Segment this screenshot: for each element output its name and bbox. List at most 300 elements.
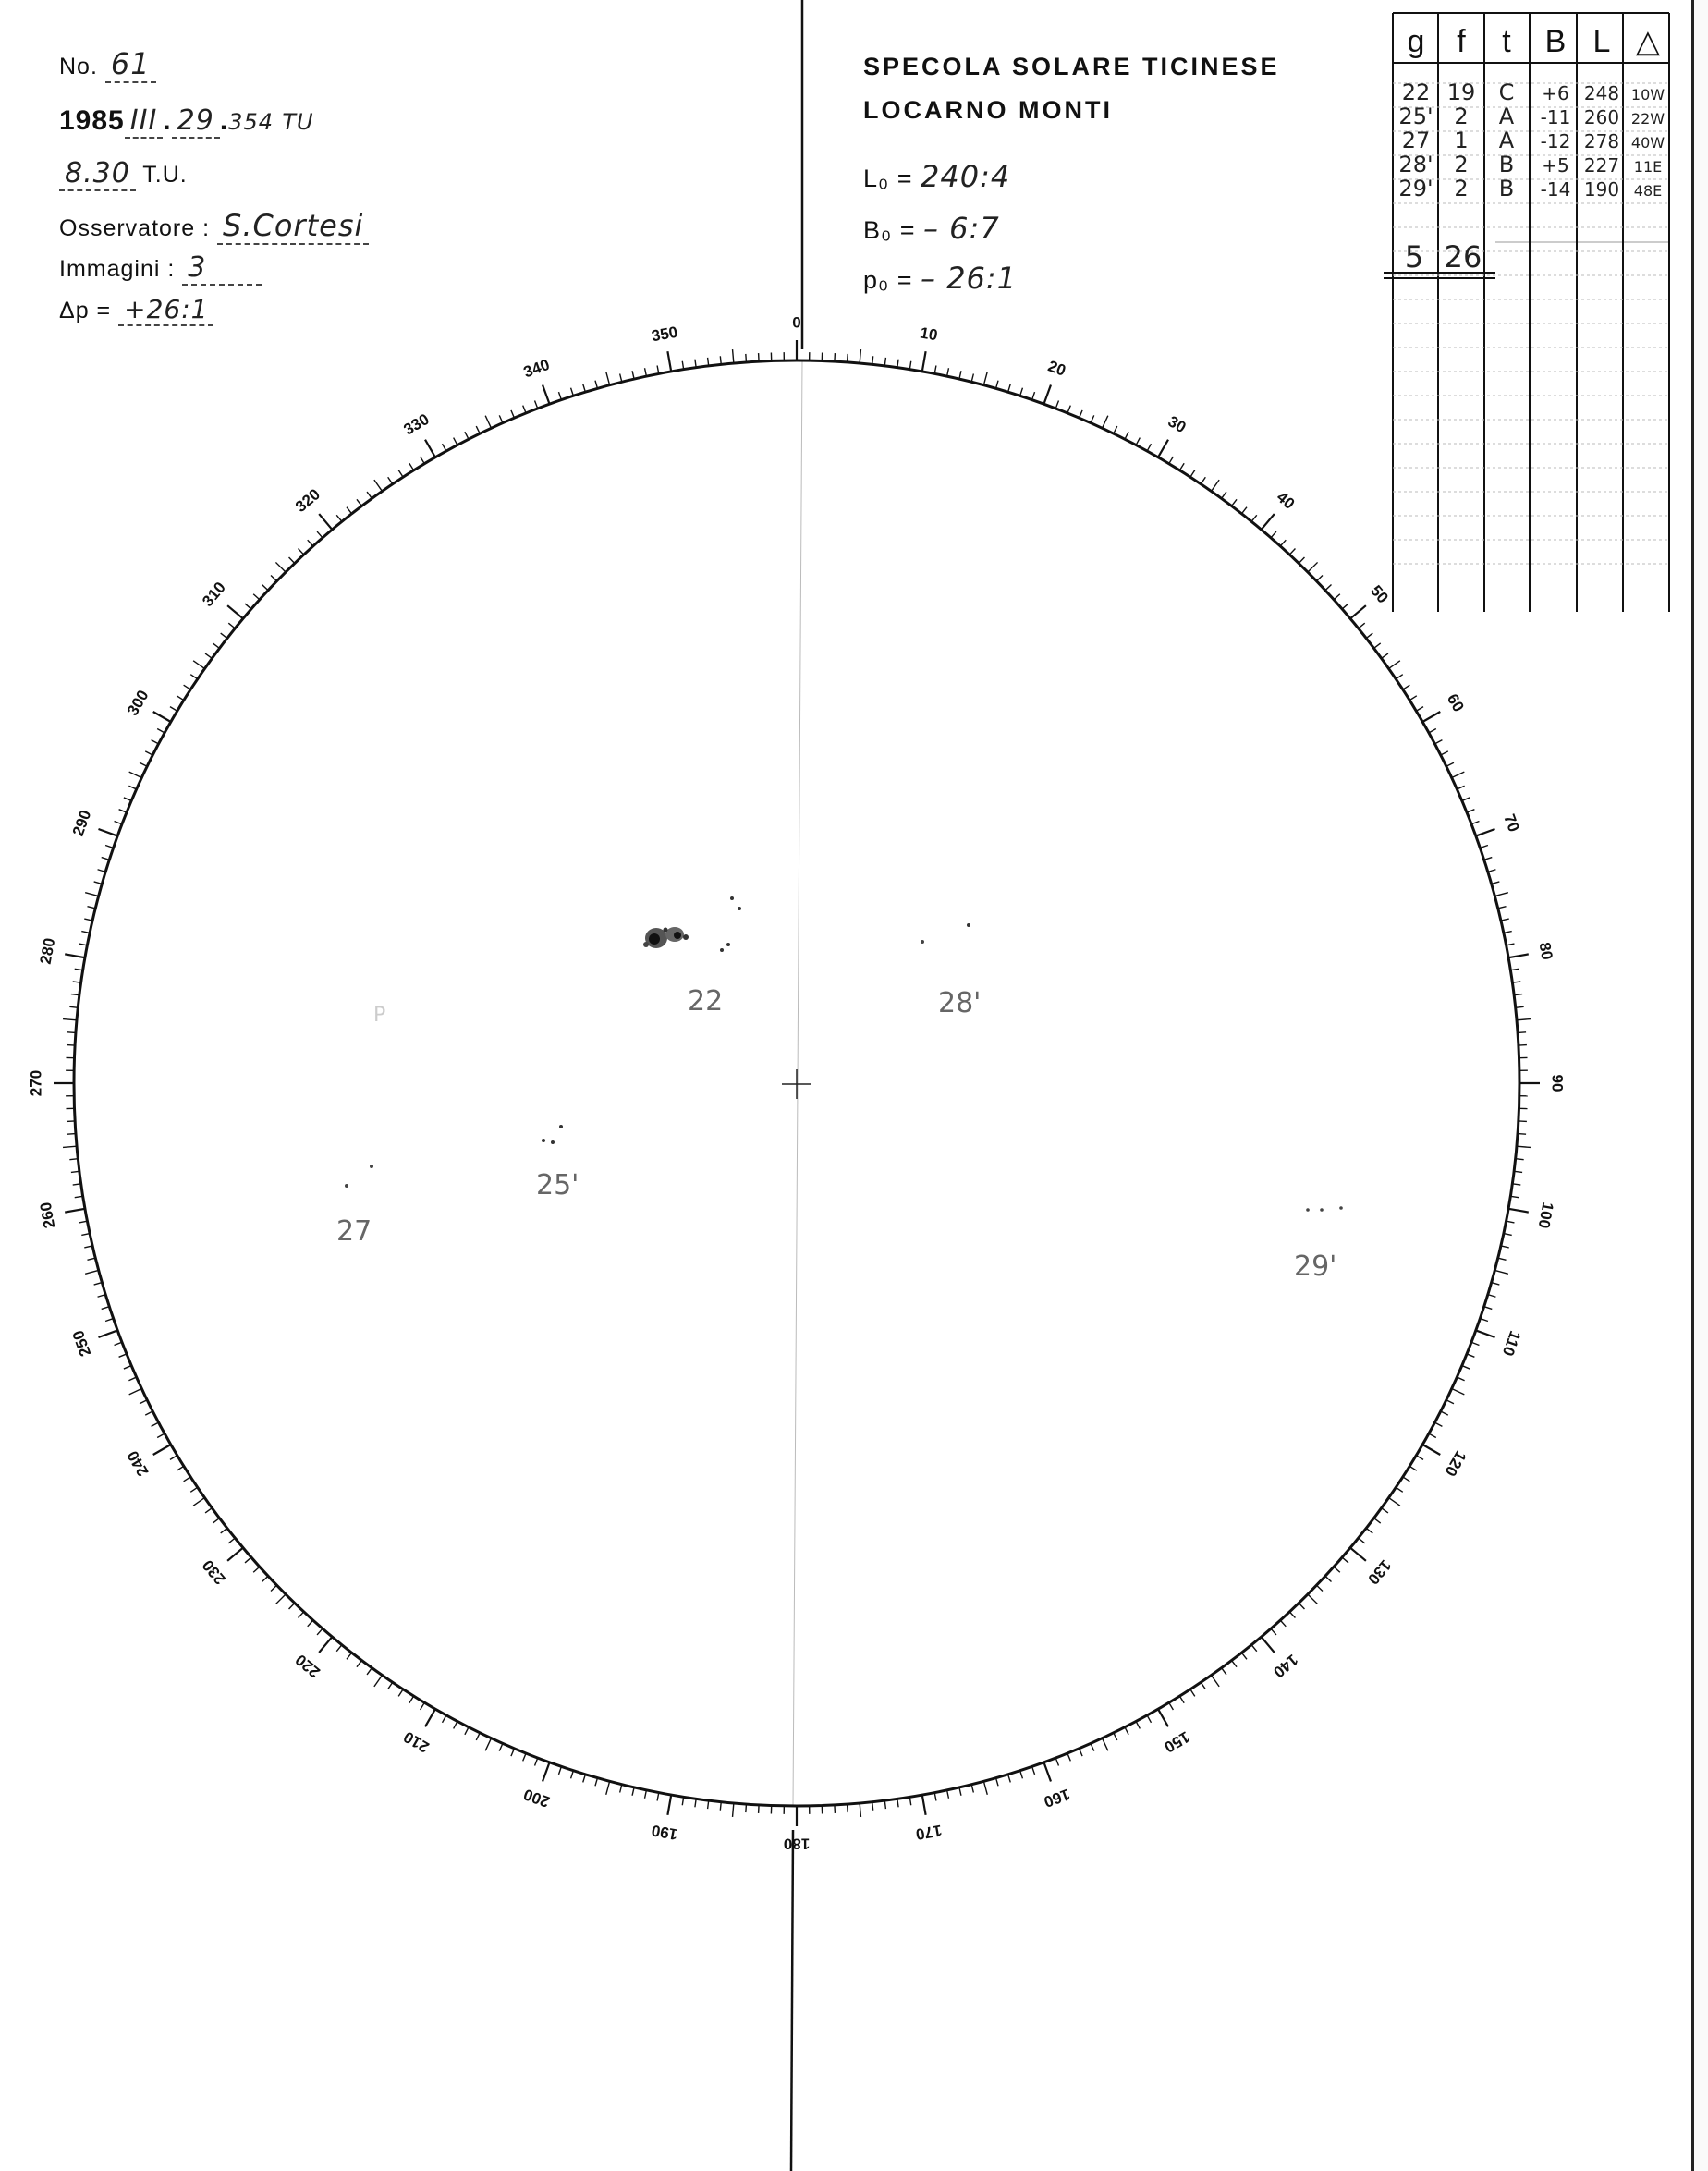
scale-tick	[1484, 1307, 1493, 1310]
scale-tick	[1389, 1498, 1400, 1506]
scale-tick	[289, 557, 295, 563]
scale-tick	[245, 1557, 251, 1563]
date-month: III	[125, 104, 164, 139]
scale-label-330: 330	[400, 409, 433, 439]
scale-tick	[119, 810, 127, 812]
scale-tick	[275, 1594, 286, 1604]
scale-tick	[947, 1790, 949, 1799]
scale-tick	[1498, 1258, 1507, 1260]
scale-tick	[465, 1727, 469, 1735]
scale-tick	[69, 1159, 78, 1160]
scale-tick	[511, 410, 515, 418]
scale-tick	[872, 1802, 873, 1811]
scale-tick	[105, 1319, 114, 1322]
scale-tick	[1179, 463, 1184, 470]
scale-label-190: 190	[650, 1821, 679, 1844]
observatory-location: LOCARNO MONTI	[863, 96, 1113, 124]
group-label-29: 29'	[1294, 1250, 1337, 1283]
scale-tick	[228, 623, 235, 628]
scale-tick	[632, 371, 634, 379]
scale-tick	[398, 1689, 403, 1697]
scale-label-100: 100	[1534, 1201, 1557, 1230]
scale-tick	[1325, 1576, 1332, 1581]
scale-tick	[720, 1802, 721, 1811]
scale-tick	[145, 751, 152, 755]
scale-tick	[1232, 1661, 1237, 1667]
spot	[738, 907, 741, 910]
spot	[1339, 1206, 1343, 1210]
scale-tick	[443, 1715, 446, 1723]
record-number-value: 61	[105, 46, 156, 83]
scale-tick	[367, 492, 372, 498]
scale-tick	[1317, 576, 1323, 581]
scale-tick	[872, 356, 873, 364]
table-cell: 2	[1454, 176, 1469, 201]
scale-tick	[308, 540, 313, 546]
spot	[664, 928, 668, 933]
scale-tick	[1068, 406, 1070, 413]
scale-tick	[1091, 415, 1094, 422]
scale-tick	[190, 675, 197, 679]
scale-tick	[75, 1196, 83, 1197]
scale-tick	[1422, 1445, 1440, 1455]
scale-tick	[87, 1258, 95, 1260]
scale-tick	[79, 944, 88, 945]
scale-tick	[1201, 1682, 1205, 1689]
scale-tick	[1508, 954, 1529, 957]
scale-tick	[1222, 1668, 1226, 1675]
scale-tick	[1008, 1775, 1011, 1783]
scale-tick	[1476, 1330, 1495, 1337]
scale-tick	[1488, 1295, 1496, 1298]
scale-tick	[425, 440, 435, 457]
scale-tick	[1507, 1221, 1515, 1223]
observer-label: Osservatore :	[59, 215, 211, 241]
table-cell: 25'	[1398, 104, 1434, 129]
scale-tick	[129, 1388, 142, 1394]
scale-tick	[409, 1696, 414, 1703]
scale-tick	[221, 633, 227, 639]
scale-tick	[1008, 384, 1011, 393]
table-header-f: f	[1457, 24, 1466, 59]
scale-tick	[922, 351, 926, 372]
scale-tick	[1366, 1528, 1372, 1533]
table-cell: -11	[1540, 106, 1571, 128]
scale-tick	[1280, 1620, 1286, 1627]
table-total-spots: 26	[1444, 239, 1482, 274]
table-cell: 40W	[1630, 134, 1665, 152]
scale-tick	[319, 514, 332, 530]
scale-label-30: 30	[1165, 412, 1190, 437]
scale-tick	[87, 907, 95, 909]
scale-tick	[1441, 1411, 1448, 1415]
scale-tick	[347, 507, 352, 514]
scale-tick	[1480, 1319, 1488, 1322]
scale-tick	[1409, 696, 1417, 701]
scale-tick	[124, 798, 131, 801]
scale-tick	[1136, 1721, 1140, 1728]
spot	[683, 934, 689, 940]
scale-label-200: 200	[520, 1785, 553, 1811]
scale-tick	[128, 786, 136, 789]
scale-tick	[1043, 1762, 1051, 1782]
spot	[551, 1140, 555, 1144]
scale-tick	[336, 515, 342, 521]
table-cell: -12	[1540, 130, 1571, 152]
scale-tick	[102, 1307, 110, 1310]
scale-tick	[583, 1775, 586, 1783]
table-header-g: g	[1407, 24, 1425, 59]
scale-tick	[1147, 444, 1151, 451]
sunspot-group-28	[921, 923, 970, 944]
table-cell: 29'	[1398, 176, 1434, 201]
scale-label-210: 210	[400, 1727, 433, 1757]
scale-tick	[1494, 1270, 1507, 1274]
scale-tick	[1262, 1637, 1275, 1653]
scale-tick	[193, 1498, 204, 1506]
date-year: 1985	[59, 105, 125, 136]
scale-tick	[645, 368, 647, 376]
scale-tick	[476, 426, 480, 433]
l0-value: 240:4	[921, 159, 1011, 194]
scale-tick	[1350, 605, 1366, 618]
scale-tick	[465, 432, 469, 439]
scale-tick	[317, 531, 323, 538]
scale-tick	[511, 1749, 515, 1756]
scale-label-300: 300	[123, 687, 152, 719]
scale-tick	[65, 954, 85, 957]
table-cell: 22	[1401, 79, 1431, 105]
scale-tick	[221, 1528, 227, 1533]
table-cell: +6	[1542, 82, 1569, 104]
scale-tick	[1510, 1196, 1519, 1197]
scale-tick	[1179, 1696, 1184, 1703]
group-label-25: 25'	[536, 1169, 580, 1201]
scale-tick	[595, 381, 597, 389]
scale-tick	[170, 1456, 177, 1460]
faint-pencil-mark: P	[373, 1004, 386, 1027]
scale-tick	[213, 643, 219, 648]
scale-tick	[129, 772, 142, 777]
images-value: 3	[182, 251, 262, 286]
scale-tick	[1102, 416, 1107, 429]
scale-tick	[1280, 540, 1286, 546]
scale-tick	[543, 1762, 550, 1782]
scale-tick	[79, 1221, 88, 1223]
scale-tick	[1510, 969, 1519, 970]
spot	[1306, 1208, 1310, 1212]
scale-tick	[245, 604, 251, 609]
scale-tick	[934, 1793, 936, 1801]
scale-label-230: 230	[199, 1556, 229, 1588]
group-label-28: 28'	[938, 987, 982, 1019]
scale-label-340: 340	[520, 355, 553, 382]
table-cell: C	[1498, 79, 1515, 105]
scale-tick	[1299, 557, 1304, 563]
scale-tick	[1241, 1653, 1247, 1659]
scale-tick	[720, 356, 721, 364]
scale-tick	[1409, 1466, 1417, 1470]
scale-tick	[606, 372, 610, 384]
scale-tick	[1457, 786, 1464, 789]
scale-tick	[1516, 1159, 1524, 1160]
scale-tick	[388, 1682, 393, 1689]
scale-tick	[153, 712, 171, 722]
scale-tick	[336, 1645, 342, 1652]
scale-tick	[1359, 623, 1365, 628]
scale-tick	[645, 1790, 647, 1799]
scale-tick	[262, 1576, 268, 1581]
scale-tick	[983, 1781, 987, 1794]
scale-tick	[1091, 1743, 1094, 1750]
scale-tick	[583, 384, 586, 393]
scale-tick	[367, 1668, 372, 1675]
scale-tick	[620, 373, 622, 382]
observatory-name: SPECOLA SOLARE TICINESE	[863, 53, 1280, 80]
p0-label: p₀ =	[863, 266, 913, 294]
scale-tick	[1494, 893, 1507, 896]
scale-tick	[271, 576, 276, 581]
scale-label-40: 40	[1273, 488, 1299, 513]
table-cell: B	[1498, 176, 1515, 201]
scale-tick	[746, 354, 747, 362]
scale-tick	[1317, 1585, 1323, 1591]
scale-tick	[1212, 480, 1220, 491]
scale-label-50: 50	[1367, 581, 1392, 607]
scale-tick	[115, 822, 122, 824]
scale-tick	[1457, 1377, 1464, 1381]
scale-tick	[476, 1733, 480, 1740]
scale-tick	[959, 371, 961, 379]
scale-tick	[102, 858, 110, 860]
scale-tick	[1403, 1477, 1410, 1482]
scale-tick	[971, 1785, 973, 1793]
time-unit: T.U.	[142, 162, 188, 188]
scale-label-110: 110	[1498, 1328, 1525, 1359]
scale-tick	[1452, 1388, 1465, 1394]
scale-tick	[152, 1422, 159, 1426]
scale-label-0: 0	[792, 313, 801, 332]
scale-tick	[454, 1721, 458, 1728]
scale-tick	[1446, 762, 1454, 766]
scale-tick	[85, 893, 98, 896]
scale-tick	[1271, 1628, 1276, 1635]
scale-tick	[1517, 1146, 1531, 1147]
scale-tick	[667, 1795, 671, 1815]
table-total-groups: 5	[1404, 239, 1424, 274]
table-header-b: B	[1544, 24, 1567, 59]
b0-value: – 6:7	[923, 211, 1000, 246]
scale-tick	[1416, 1456, 1423, 1460]
scale-tick	[357, 1661, 361, 1667]
observer-value: S.Cortesi	[217, 208, 369, 245]
observation-date: 1985 III . 29 .354 TU	[59, 104, 314, 137]
scale-label-310: 310	[199, 579, 229, 610]
scale-tick	[1055, 1758, 1058, 1765]
table-cell: +5	[1542, 154, 1569, 177]
scale-tick	[1434, 740, 1442, 744]
table-cell: 227	[1583, 154, 1620, 177]
scale-tick	[1467, 810, 1474, 812]
table-header-t: t	[1502, 24, 1511, 59]
scale-tick	[63, 1146, 77, 1147]
scale-tick	[1422, 712, 1440, 722]
scale-tick	[262, 585, 268, 591]
scale-tick	[177, 696, 184, 701]
scale-tick	[184, 685, 191, 689]
scale-tick	[1251, 515, 1257, 521]
scale-tick	[1102, 1738, 1107, 1751]
scale-tick	[443, 444, 446, 451]
scale-tick	[996, 381, 998, 389]
group-label-22: 22	[688, 985, 724, 1018]
scale-label-70: 70	[1500, 811, 1523, 835]
scale-tick	[119, 1354, 127, 1357]
scale-tick	[425, 1709, 435, 1726]
scale-tick	[374, 1676, 383, 1687]
table-cell: 28'	[1398, 152, 1434, 177]
scale-tick	[1501, 919, 1509, 921]
scale-label-150: 150	[1161, 1727, 1193, 1757]
scale-tick	[1359, 1538, 1365, 1543]
scale-tick	[1158, 1709, 1168, 1726]
scale-label-130: 130	[1364, 1556, 1395, 1588]
scale-tick	[1114, 426, 1117, 433]
scale-tick	[1416, 707, 1423, 712]
scale-tick	[75, 969, 83, 970]
record-number-label: No.	[59, 54, 98, 79]
table-cell: 22W	[1630, 110, 1665, 128]
scale-tick	[1308, 1594, 1318, 1604]
scale-tick	[1467, 1354, 1474, 1357]
scale-tick	[227, 1548, 243, 1561]
table-cell: B	[1498, 152, 1515, 177]
scale-tick	[1080, 1749, 1083, 1756]
scale-tick	[275, 562, 286, 572]
scale-tick	[1516, 1006, 1524, 1007]
scale-tick	[1222, 492, 1226, 498]
table-cell: 2	[1454, 152, 1469, 177]
scale-tick	[299, 1612, 304, 1618]
scale-tick	[67, 1032, 76, 1033]
table-cell: 248	[1583, 82, 1620, 104]
scale-tick	[959, 1787, 961, 1796]
scale-tick	[228, 1538, 235, 1543]
scale-tick	[1212, 1676, 1220, 1687]
page-edge-strip	[1691, 0, 1708, 2171]
table-cell: 2	[1454, 104, 1469, 129]
scale-tick	[657, 366, 659, 374]
scale-label-320: 320	[292, 485, 323, 516]
b0-label: B₀ =	[863, 216, 916, 244]
scale-tick	[271, 1585, 276, 1591]
spot	[720, 948, 724, 952]
time-value: 8.30	[59, 157, 136, 191]
delta-p-value: +26:1	[118, 294, 214, 326]
sunspot-group-27	[345, 1165, 373, 1188]
scale-tick	[98, 1330, 117, 1337]
scale-label-260: 260	[36, 1201, 59, 1230]
scale-tick	[922, 1795, 926, 1815]
group-table	[1384, 13, 1669, 612]
scale-tick	[1484, 858, 1493, 860]
group-label-27: 27	[336, 1215, 372, 1248]
scale-tick	[1169, 457, 1174, 464]
scale-tick	[1462, 1366, 1470, 1370]
scale-tick	[128, 1377, 136, 1381]
scale-tick	[1271, 531, 1276, 538]
scale-tick	[1125, 1727, 1128, 1735]
scale-label-120: 120	[1441, 1447, 1470, 1480]
scale-tick	[667, 351, 671, 372]
scale-tick	[374, 480, 383, 491]
scale-tick	[1232, 499, 1237, 506]
scale-tick	[105, 845, 114, 848]
spot	[370, 1165, 373, 1168]
scale-tick	[190, 1487, 197, 1492]
scale-tick	[558, 1766, 561, 1775]
scale-label-350: 350	[650, 323, 679, 346]
scale-tick	[746, 1804, 747, 1812]
scale-label-220: 220	[292, 1651, 323, 1681]
scale-tick	[595, 1778, 597, 1787]
scale-label-180: 180	[783, 1835, 811, 1853]
scale-tick	[1446, 1400, 1454, 1404]
scale-tick	[227, 605, 243, 618]
p0-value: – 26:1	[921, 261, 1018, 296]
scale-tick	[1480, 845, 1488, 848]
spot	[921, 940, 924, 944]
scale-tick	[1366, 633, 1372, 639]
scale-tick	[205, 1508, 212, 1513]
scale-tick	[115, 1342, 122, 1345]
delta-p-label: Δp =	[59, 298, 112, 323]
scale-tick	[94, 1283, 103, 1285]
scale-tick	[1396, 675, 1402, 679]
scale-tick	[1201, 477, 1205, 483]
table-header-delta: △	[1635, 24, 1661, 59]
scale-tick	[299, 548, 304, 555]
scale-tick	[98, 1295, 106, 1298]
scale-tick	[1299, 1604, 1304, 1609]
scale-tick	[157, 729, 165, 733]
scale-tick	[152, 740, 159, 744]
scale-tick	[523, 406, 526, 413]
scale-tick	[523, 1753, 526, 1761]
spot	[345, 1184, 348, 1188]
spot	[643, 942, 649, 947]
scale-tick	[67, 1134, 76, 1135]
scale-tick	[98, 829, 117, 836]
scale-label-160: 160	[1041, 1785, 1073, 1811]
scale-tick	[571, 1771, 574, 1779]
scale-tick	[1403, 685, 1410, 689]
spot	[559, 1125, 563, 1128]
scale-tick	[1471, 1342, 1479, 1345]
table-header-l: L	[1592, 24, 1611, 59]
scale-tick	[213, 1518, 219, 1523]
scale-tick	[1289, 1612, 1295, 1618]
spot	[542, 1139, 545, 1142]
scale-tick	[682, 361, 683, 370]
scale-tick	[317, 1628, 323, 1635]
scale-tick	[153, 1445, 171, 1455]
scale-tick	[1350, 1548, 1366, 1561]
scale-tick	[1289, 548, 1295, 555]
scale-tick	[454, 438, 458, 445]
scale-tick	[485, 1738, 491, 1751]
scale-tick	[1429, 729, 1436, 733]
